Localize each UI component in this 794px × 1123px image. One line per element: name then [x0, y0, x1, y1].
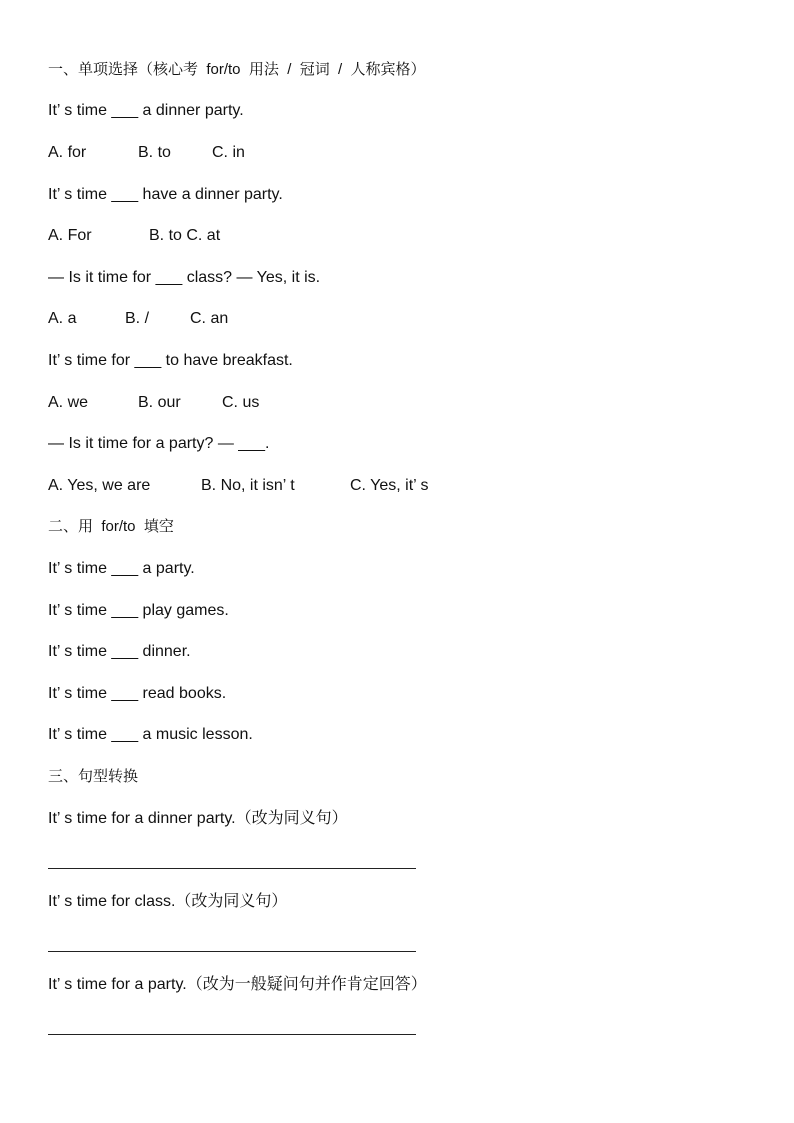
fill-in-item: It’ s time ___ dinner. [48, 643, 191, 660]
question-options [48, 393, 259, 413]
question-options [48, 309, 228, 329]
option-c: C. an [190, 310, 229, 327]
fill-in-item: It’ s time ___ a music lesson. [48, 726, 253, 743]
option-c: C. us [222, 394, 260, 411]
option-a: A. For [48, 227, 92, 244]
question-options [48, 226, 220, 246]
option-b: B. our [138, 394, 181, 411]
option-a: A. for [48, 144, 87, 161]
fill-in-item: It’ s time ___ play games. [48, 602, 229, 619]
transformation-item: It’ s time for a dinner party.（改为同义句） [48, 810, 348, 827]
option-a: A. we [48, 394, 89, 411]
transformation-item: It’ s time for class.（改为同义句） [48, 893, 288, 910]
section-heading-transformation: 三、句型转换 [48, 768, 139, 785]
answer-line [48, 951, 416, 952]
transformation-item: It’ s time for a party.（改为一般疑问句并作肯定回答） [48, 976, 427, 993]
question-options [48, 143, 245, 163]
option-b: B. to [138, 144, 171, 161]
option-a: A. Yes, we are [48, 477, 151, 494]
option-b-c: B. to C. at [149, 227, 221, 244]
answer-line [48, 868, 416, 869]
section-heading-multiple-choice: 一、单项选择（核心考 for/to 用法 / 冠词 / 人称宾格） [48, 61, 426, 78]
question-stem: — Is it time for ___ class? — Yes, it is. [48, 269, 321, 286]
option-b: B. No, it isn’ t [201, 477, 295, 494]
option-c: C. Yes, it’ s [350, 477, 429, 494]
question-stem: — Is it time for a party? — ___. [48, 435, 270, 452]
option-b: B. / [125, 310, 150, 327]
option-a: A. a [48, 310, 77, 327]
fill-in-item: It’ s time ___ a party. [48, 560, 195, 577]
question-options [48, 476, 429, 496]
fill-in-item: It’ s time ___ read books. [48, 685, 227, 702]
question-stem: It’ s time ___ have a dinner party. [48, 186, 283, 203]
option-c: C. in [212, 144, 245, 161]
question-stem: It’ s time for ___ to have breakfast. [48, 352, 293, 369]
section-heading-fill-in: 二、用 for/to 填空 [48, 518, 174, 535]
answer-line [48, 1034, 416, 1035]
question-stem: It’ s time ___ a dinner party. [48, 102, 244, 119]
